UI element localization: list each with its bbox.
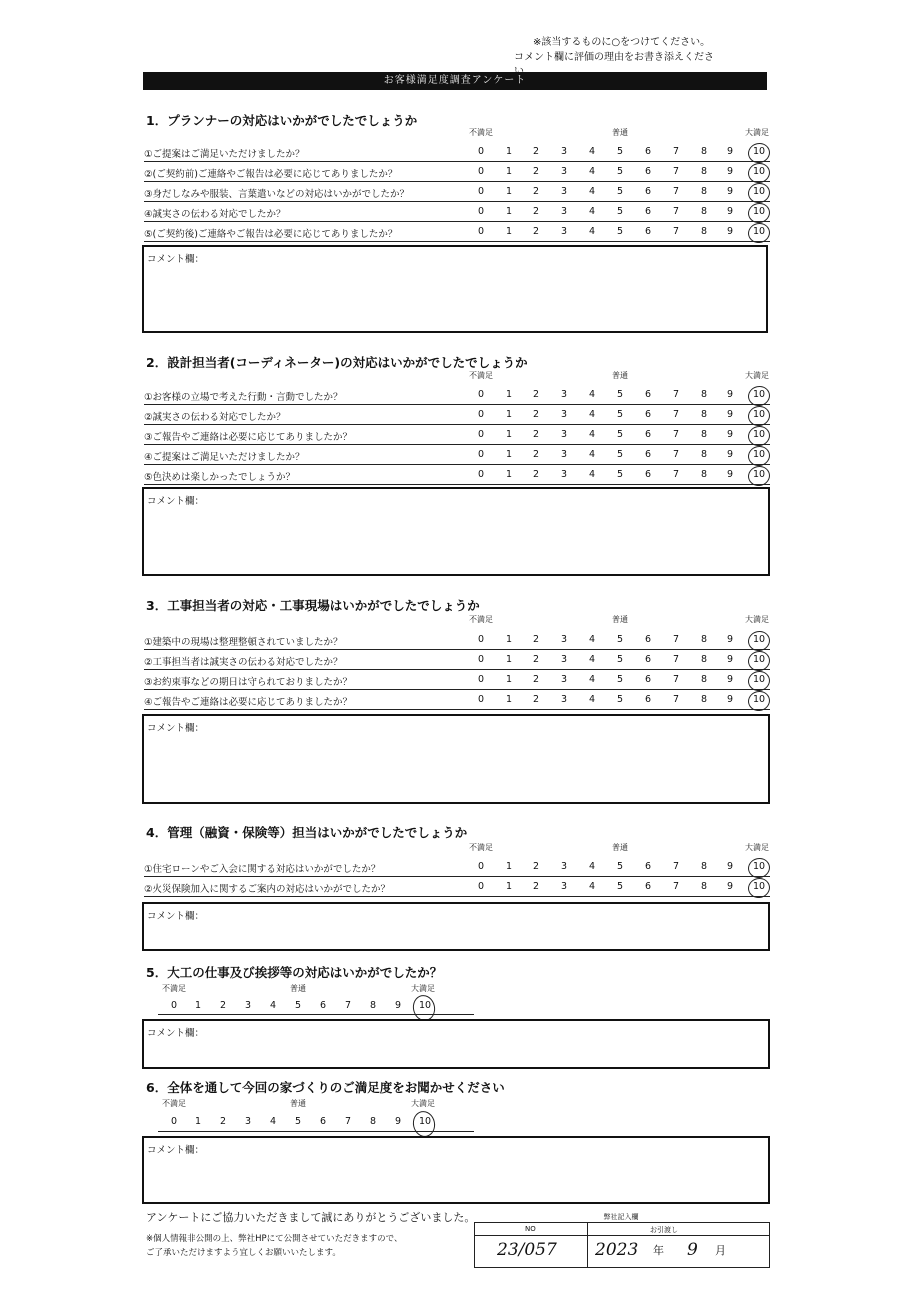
- rating-option[interactable]: 5: [294, 1116, 302, 1127]
- rating-option[interactable]: 2: [532, 634, 540, 645]
- rating-option[interactable]: 3: [560, 654, 568, 665]
- rating-option[interactable]: 7: [672, 146, 680, 157]
- rating-option[interactable]: 10: [752, 186, 766, 197]
- rating-option[interactable]: 8: [700, 654, 708, 665]
- scale-label-high: 大満足: [745, 843, 769, 852]
- rating-option[interactable]: 6: [319, 1000, 327, 1011]
- rating-option[interactable]: 3: [560, 186, 568, 197]
- rating-option[interactable]: 1: [505, 674, 513, 685]
- rating-option[interactable]: 5: [616, 409, 624, 420]
- rating-option[interactable]: 6: [644, 654, 652, 665]
- handover-label: お引渡し: [650, 1226, 678, 1234]
- rating-option[interactable]: 2: [532, 206, 540, 217]
- selected-rating-circle: [746, 221, 772, 245]
- scale-label-high: 大満足: [411, 1099, 435, 1108]
- scale-label-low: 不満足: [469, 371, 493, 380]
- rating-option[interactable]: 1: [505, 449, 513, 460]
- rating-option[interactable]: 1: [505, 654, 513, 665]
- rating-option[interactable]: 3: [560, 861, 568, 872]
- rating-option[interactable]: 8: [700, 409, 708, 420]
- question-text: ②(ご契約前)ご連絡やご報告は必要に応じてありましたか？: [144, 169, 398, 180]
- question-row: [144, 202, 770, 222]
- rating-option[interactable]: 6: [644, 694, 652, 705]
- question-text: ⑤(ご契約後)ご連絡やご報告は必要に応じてありましたか？: [144, 229, 398, 240]
- rating-option[interactable]: 0: [477, 469, 485, 480]
- instruction-note-2: コメント欄に評価の理由をお書き添えくださ: [514, 52, 714, 63]
- rating-option[interactable]: 5: [616, 469, 624, 480]
- handover-month: 9: [687, 1240, 698, 1260]
- rating-option[interactable]: 3: [560, 449, 568, 460]
- question-row: [144, 690, 770, 710]
- selected-rating-circle: [411, 1109, 438, 1139]
- question-text: ③ご報告やご連絡は必要に応じてありましたか？: [144, 432, 353, 443]
- comment-label: コメント欄：: [147, 254, 205, 265]
- survey-number: 23/057: [497, 1240, 557, 1260]
- question-row: [144, 385, 770, 405]
- scale-label-high: 大満足: [745, 615, 769, 624]
- rating-option[interactable]: 5: [294, 1000, 302, 1011]
- scale-label-high: 大満足: [745, 128, 769, 137]
- survey-title-bar: お客様満足度調査アンケート: [143, 72, 767, 90]
- question-row: [144, 650, 770, 670]
- rating-option[interactable]: 9: [394, 1116, 402, 1127]
- rating-option[interactable]: 10: [752, 694, 766, 705]
- question-text: ①住宅ローンやご入会に関する対応はいかがでしたか？: [144, 864, 381, 875]
- rating-option[interactable]: 6: [644, 186, 652, 197]
- rating-option[interactable]: 2: [532, 674, 540, 685]
- question-row: [144, 142, 770, 162]
- comment-label: コメント欄：: [147, 1145, 205, 1156]
- rating-option[interactable]: 9: [726, 881, 734, 892]
- section-title: 2．設計担当者(コーディネーター)の対応はいかがでしたでしょうか: [146, 355, 528, 370]
- rating-option[interactable]: 4: [588, 409, 596, 420]
- rating-option[interactable]: 8: [700, 429, 708, 440]
- rating-option[interactable]: 2: [532, 146, 540, 157]
- scale-label-low: 不満足: [162, 984, 186, 993]
- question-row: [144, 162, 770, 182]
- rating-option[interactable]: 4: [269, 1000, 277, 1011]
- rating-option[interactable]: 0: [477, 674, 485, 685]
- rating-option[interactable]: 0: [170, 1000, 178, 1011]
- question-row: [144, 670, 770, 690]
- section-title: 1．プランナーの対応はいかがでしたでしょうか: [146, 113, 418, 128]
- rating-option[interactable]: 2: [532, 226, 540, 237]
- rating-option[interactable]: 6: [644, 409, 652, 420]
- rating-option[interactable]: 3: [560, 469, 568, 480]
- rating-option[interactable]: 2: [532, 409, 540, 420]
- rating-option[interactable]: 3: [560, 146, 568, 157]
- scale-label-mid: 普通: [612, 128, 628, 137]
- rating-option[interactable]: 10: [418, 1116, 432, 1127]
- rating-option[interactable]: 1: [505, 429, 513, 440]
- rating-option[interactable]: 5: [616, 166, 624, 177]
- rating-option[interactable]: 0: [477, 634, 485, 645]
- rating-option[interactable]: 5: [616, 146, 624, 157]
- rating-option[interactable]: 3: [560, 389, 568, 400]
- rating-option[interactable]: 3: [560, 166, 568, 177]
- rating-option[interactable]: 2: [532, 449, 540, 460]
- rating-option[interactable]: 1: [505, 634, 513, 645]
- privacy-notice-line2: ご了承いただけますよう宜しくお願いいたします。: [146, 1248, 341, 1258]
- rating-option[interactable]: 9: [394, 1000, 402, 1011]
- year-unit: 年: [653, 1244, 664, 1257]
- rating-option[interactable]: 9: [726, 694, 734, 705]
- rating-option[interactable]: 6: [644, 674, 652, 685]
- rating-option[interactable]: 10: [752, 389, 766, 400]
- question-text: ②誠実さの伝わる対応でしたか？: [144, 412, 286, 423]
- rating-option[interactable]: 7: [672, 654, 680, 665]
- rating-option[interactable]: 8: [700, 634, 708, 645]
- scale-label-low: 不満足: [162, 1099, 186, 1108]
- comment-label: コメント欄：: [147, 496, 205, 507]
- rating-option[interactable]: 8: [700, 389, 708, 400]
- office-use-box: [474, 1213, 770, 1268]
- rating-option[interactable]: 10: [752, 409, 766, 420]
- scale-label-mid: 普通: [290, 1099, 306, 1108]
- rating-option[interactable]: 3: [560, 881, 568, 892]
- rating-option[interactable]: 4: [588, 634, 596, 645]
- rating-option[interactable]: 6: [644, 226, 652, 237]
- office-use-header: 弊社記入欄: [603, 1213, 639, 1221]
- rating-option[interactable]: 6: [644, 881, 652, 892]
- rating-option[interactable]: 7: [672, 861, 680, 872]
- rating-option[interactable]: 4: [588, 429, 596, 440]
- rating-option[interactable]: 0: [477, 166, 485, 177]
- rating-option[interactable]: 6: [644, 166, 652, 177]
- comment-box[interactable]: [142, 902, 770, 951]
- rating-option[interactable]: 7: [672, 206, 680, 217]
- rating-option[interactable]: 1: [505, 206, 513, 217]
- rating-option[interactable]: 2: [532, 429, 540, 440]
- rating-option[interactable]: 9: [726, 469, 734, 480]
- rating-option[interactable]: 10: [752, 449, 766, 460]
- rating-option[interactable]: 8: [700, 166, 708, 177]
- rating-option[interactable]: 9: [726, 634, 734, 645]
- question-row: [144, 425, 770, 445]
- question-text: ④誠実さの伝わる対応でしたか？: [144, 209, 286, 220]
- rating-option[interactable]: 1: [505, 861, 513, 872]
- rating-option[interactable]: 6: [319, 1116, 327, 1127]
- rating-option[interactable]: 6: [644, 206, 652, 217]
- rating-option[interactable]: 1: [194, 1116, 202, 1127]
- rating-option[interactable]: 4: [588, 166, 596, 177]
- rating-option[interactable]: 6: [644, 634, 652, 645]
- question-row: [144, 182, 770, 202]
- rating-option[interactable]: 6: [644, 469, 652, 480]
- rating-option[interactable]: 9: [726, 186, 734, 197]
- rating-option[interactable]: 10: [752, 429, 766, 440]
- rating-option[interactable]: 7: [344, 1116, 352, 1127]
- question-row: [144, 465, 770, 485]
- rating-option[interactable]: 7: [672, 389, 680, 400]
- rating-option[interactable]: 0: [170, 1116, 178, 1127]
- rating-option[interactable]: 3: [560, 674, 568, 685]
- rating-option[interactable]: 7: [672, 166, 680, 177]
- rating-option[interactable]: 10: [418, 1000, 432, 1011]
- rating-option[interactable]: 8: [700, 186, 708, 197]
- rating-option[interactable]: 8: [700, 881, 708, 892]
- rating-option[interactable]: 3: [560, 694, 568, 705]
- rating-option[interactable]: 2: [532, 166, 540, 177]
- rating-option[interactable]: 5: [616, 634, 624, 645]
- rating-option[interactable]: 10: [752, 166, 766, 177]
- rating-option[interactable]: 7: [672, 881, 680, 892]
- privacy-notice-line1: ※個人情報非公開の上、弊社HPにて公開させていただきますので、: [146, 1234, 403, 1244]
- rating-option[interactable]: 7: [672, 634, 680, 645]
- comment-box[interactable]: [142, 1136, 770, 1204]
- rating-option[interactable]: 6: [644, 146, 652, 157]
- question-text: ③身だしなみや服装、言葉遣いなどの対応はいかがでしたか？: [144, 189, 410, 200]
- rating-option[interactable]: 0: [477, 206, 485, 217]
- no-label: NO: [525, 1225, 536, 1233]
- privacy-notice: [146, 1232, 402, 1260]
- rating-option[interactable]: 9: [726, 654, 734, 665]
- question-row: [144, 630, 770, 650]
- rating-option[interactable]: 8: [369, 1116, 377, 1127]
- question-row: [144, 877, 770, 897]
- rating-option[interactable]: 2: [532, 694, 540, 705]
- rating-option[interactable]: 7: [672, 674, 680, 685]
- rating-option[interactable]: 7: [344, 1000, 352, 1011]
- rating-option[interactable]: 2: [532, 186, 540, 197]
- rating-option[interactable]: 9: [726, 409, 734, 420]
- thanks-message: アンケートにご協力いただきまして誠にありがとうございました。: [146, 1211, 476, 1224]
- rating-option[interactable]: 9: [726, 389, 734, 400]
- rating-option[interactable]: 1: [505, 146, 513, 157]
- comment-label: コメント欄：: [147, 723, 205, 734]
- section-title: 3．工事担当者の対応・工事現場はいかがでしたでしょうか: [146, 598, 480, 613]
- rating-option[interactable]: 3: [244, 1000, 252, 1011]
- rating-option[interactable]: 4: [588, 861, 596, 872]
- rating-option[interactable]: 10: [752, 881, 766, 892]
- rating-option[interactable]: 1: [505, 409, 513, 420]
- rating-option[interactable]: 0: [477, 409, 485, 420]
- selected-rating-circle: [746, 464, 772, 488]
- rating-option[interactable]: 8: [700, 206, 708, 217]
- rating-option[interactable]: 1: [505, 469, 513, 480]
- question-text: ①ご提案はご満足いただけましたか？: [144, 149, 305, 160]
- rating-option[interactable]: 2: [532, 654, 540, 665]
- scale-label-low: 不満足: [469, 843, 493, 852]
- rating-option[interactable]: 0: [477, 861, 485, 872]
- rating-option[interactable]: 5: [616, 654, 624, 665]
- scale-label-high: 大満足: [411, 984, 435, 993]
- rating-option[interactable]: 7: [672, 694, 680, 705]
- rating-option[interactable]: 6: [644, 861, 652, 872]
- rating-option[interactable]: 9: [726, 429, 734, 440]
- question-row: [144, 445, 770, 465]
- rating-option[interactable]: 10: [752, 469, 766, 480]
- handover-year: 2023: [595, 1240, 639, 1260]
- rating-option[interactable]: 6: [644, 449, 652, 460]
- question-text: ①お客様の立場で考えた行動・言動でしたか？: [144, 392, 343, 403]
- rating-option[interactable]: 1: [505, 226, 513, 237]
- question-text: ②工事担当者は誠実さの伝わる対応でしたか？: [144, 657, 343, 668]
- rating-option[interactable]: 8: [700, 449, 708, 460]
- rating-option[interactable]: 2: [219, 1116, 227, 1127]
- rating-option[interactable]: 5: [616, 861, 624, 872]
- rating-option[interactable]: 4: [588, 146, 596, 157]
- comment-box[interactable]: [142, 1019, 770, 1069]
- rating-option[interactable]: 1: [505, 694, 513, 705]
- rating-option[interactable]: 6: [644, 429, 652, 440]
- rating-option[interactable]: 7: [672, 226, 680, 237]
- rating-option[interactable]: 0: [477, 429, 485, 440]
- rating-option[interactable]: 2: [532, 881, 540, 892]
- rating-option[interactable]: 3: [560, 206, 568, 217]
- rating-option[interactable]: 9: [726, 146, 734, 157]
- question-text: ④ご提案はご満足いただけましたか？: [144, 452, 305, 463]
- scale-label-low: 不満足: [469, 615, 493, 624]
- rating-option[interactable]: 5: [616, 429, 624, 440]
- rating-option[interactable]: 7: [672, 469, 680, 480]
- rating-option[interactable]: 8: [700, 469, 708, 480]
- rating-option[interactable]: 1: [505, 166, 513, 177]
- rating-option[interactable]: 4: [588, 881, 596, 892]
- scale-label-mid: 普通: [612, 371, 628, 380]
- rating-option[interactable]: 10: [752, 634, 766, 645]
- question-row: [144, 222, 770, 242]
- instruction-note-1: ※該当するものに○をつけてください。: [533, 37, 711, 48]
- rating-option[interactable]: 3: [560, 634, 568, 645]
- comment-box[interactable]: [142, 487, 770, 576]
- scale-label-low: 不満足: [469, 128, 493, 137]
- rating-option[interactable]: 9: [726, 166, 734, 177]
- rating-option[interactable]: 9: [726, 206, 734, 217]
- comment-label: コメント欄：: [147, 911, 205, 922]
- scale-label-mid: 普通: [612, 615, 628, 624]
- question-text: ③お約束事などの期日は守られておりましたか？: [144, 677, 353, 688]
- scale-label-mid: 普通: [612, 843, 628, 852]
- rating-option[interactable]: 5: [616, 226, 624, 237]
- question-text: ①建築中の現場は整理整頓されていましたか？: [144, 637, 343, 648]
- section-title: 4．管理（融資・保険等）担当はいかがでしたでしょうか: [146, 825, 468, 840]
- rating-underline: [158, 1131, 474, 1132]
- rating-option[interactable]: 8: [700, 146, 708, 157]
- rating-option[interactable]: 9: [726, 861, 734, 872]
- rating-option[interactable]: 10: [752, 674, 766, 685]
- question-text: ⑤色決めは楽しかったでしょうか？: [144, 472, 296, 483]
- rating-option[interactable]: 1: [505, 186, 513, 197]
- rating-option[interactable]: 0: [477, 449, 485, 460]
- rating-underline: [158, 1014, 474, 1015]
- rating-option[interactable]: 4: [588, 469, 596, 480]
- rating-option[interactable]: 5: [616, 389, 624, 400]
- rating-option[interactable]: 3: [560, 429, 568, 440]
- rating-option[interactable]: 10: [752, 226, 766, 237]
- rating-option[interactable]: 5: [616, 674, 624, 685]
- rating-option[interactable]: 7: [672, 429, 680, 440]
- selected-rating-circle: [746, 876, 772, 900]
- rating-option[interactable]: 8: [700, 674, 708, 685]
- rating-option[interactable]: 3: [560, 409, 568, 420]
- rating-option[interactable]: 4: [588, 389, 596, 400]
- rating-option[interactable]: 7: [672, 449, 680, 460]
- rating-option[interactable]: 4: [588, 694, 596, 705]
- rating-option[interactable]: 0: [477, 186, 485, 197]
- rating-option[interactable]: 2: [532, 389, 540, 400]
- comment-box[interactable]: [142, 714, 770, 804]
- rating-option[interactable]: 1: [505, 881, 513, 892]
- rating-option[interactable]: 10: [752, 206, 766, 217]
- comment-box[interactable]: [142, 245, 768, 333]
- rating-option[interactable]: 0: [477, 694, 485, 705]
- rating-option[interactable]: 5: [616, 206, 624, 217]
- rating-option[interactable]: 1: [505, 389, 513, 400]
- rating-option[interactable]: 9: [726, 226, 734, 237]
- rating-option[interactable]: 3: [244, 1116, 252, 1127]
- rating-option[interactable]: 4: [588, 654, 596, 665]
- rating-option[interactable]: 8: [700, 861, 708, 872]
- rating-option[interactable]: 0: [477, 226, 485, 237]
- rating-option[interactable]: 7: [672, 409, 680, 420]
- rating-option[interactable]: 4: [588, 206, 596, 217]
- rating-option[interactable]: 2: [532, 861, 540, 872]
- rating-option[interactable]: 7: [672, 186, 680, 197]
- rating-option[interactable]: 4: [588, 186, 596, 197]
- rating-option[interactable]: 1: [194, 1000, 202, 1011]
- question-row: [144, 405, 770, 425]
- section-title: 6．全体を通して今回の家づくりのご満足度をお聞かせください: [146, 1080, 505, 1095]
- rating-option[interactable]: 8: [369, 1000, 377, 1011]
- question-text: ②火災保険加入に関するご案内の対応はいかがでしたか？: [144, 884, 391, 895]
- rating-option[interactable]: 5: [616, 881, 624, 892]
- rating-option[interactable]: 4: [588, 226, 596, 237]
- rating-option[interactable]: 6: [644, 389, 652, 400]
- section-title: 5．大工の仕事及び挨拶等の対応はいかがでしたか？: [146, 965, 443, 980]
- rating-option[interactable]: 0: [477, 146, 485, 157]
- rating-option[interactable]: 5: [616, 449, 624, 460]
- rating-option[interactable]: 0: [477, 389, 485, 400]
- month-unit: 月: [715, 1244, 726, 1257]
- scale-label-mid: 普通: [290, 984, 306, 993]
- rating-option[interactable]: 4: [269, 1116, 277, 1127]
- rating-option[interactable]: 5: [616, 694, 624, 705]
- rating-option[interactable]: 10: [752, 146, 766, 157]
- rating-option[interactable]: 2: [532, 469, 540, 480]
- scale-label-high: 大満足: [745, 371, 769, 380]
- question-row: [144, 857, 770, 877]
- comment-label: コメント欄：: [147, 1028, 205, 1039]
- rating-option[interactable]: 10: [752, 654, 766, 665]
- rating-option[interactable]: 2: [219, 1000, 227, 1011]
- rating-option[interactable]: 3: [560, 226, 568, 237]
- rating-option[interactable]: 0: [477, 654, 485, 665]
- rating-option[interactable]: 9: [726, 449, 734, 460]
- rating-option[interactable]: 8: [700, 694, 708, 705]
- rating-option[interactable]: 0: [477, 881, 485, 892]
- rating-option[interactable]: 4: [588, 674, 596, 685]
- rating-option[interactable]: 4: [588, 449, 596, 460]
- rating-option[interactable]: 8: [700, 226, 708, 237]
- rating-option[interactable]: 9: [726, 674, 734, 685]
- rating-option[interactable]: 10: [752, 861, 766, 872]
- question-text: ④ご報告やご連絡は必要に応じてありましたか？: [144, 697, 353, 708]
- selected-rating-circle: [746, 689, 772, 713]
- rating-option[interactable]: 5: [616, 186, 624, 197]
